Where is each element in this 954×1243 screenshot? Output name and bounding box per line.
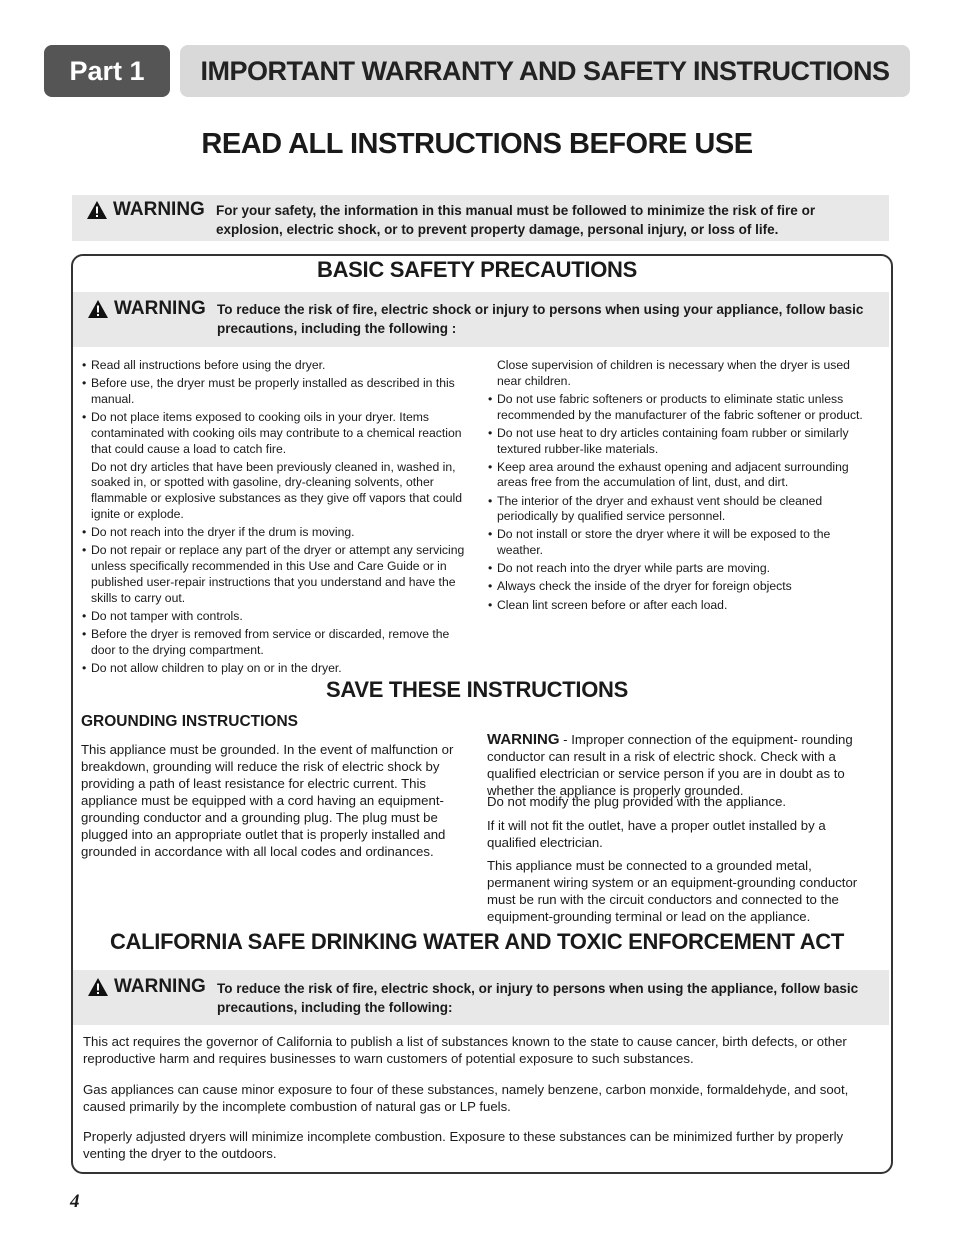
section-header: IMPORTANT WARRANTY AND SAFETY INSTRUCTIONS	[180, 45, 910, 97]
plug-note: Do not modify the plug provided with the appliance.	[487, 794, 787, 809]
grounding-warning-label: WARNING	[487, 731, 560, 748]
warning-triangle-icon	[87, 977, 109, 997]
connection-note: This appliance must be connected to a grounded metal, permanent wiring system or an equipment-grounding conductor must be run with the circuit conductors and connected to the equipment-grounding terminal or lead on the appliance.	[487, 858, 858, 924]
basic-warning-text	[217, 300, 869, 338]
basic-warning-line: precautions, including the following :	[217, 321, 457, 336]
save-instructions-title: SAVE THESE INSTRUCTIONS	[326, 677, 628, 702]
california-warning-line: precautions, including the following:	[217, 1000, 453, 1015]
list-item: • Do not tamper with controls.	[82, 609, 470, 625]
warning-word: WARNING	[113, 199, 205, 220]
top-warning-line: explosion, electric shock, or to prevent property damage, personal injury, or loss of life.	[216, 222, 779, 237]
part-tab: Part 1	[44, 45, 170, 97]
list-item: • The interior of the dryer and exhaust vent should be cleaned periodically by qualified service personnel.	[488, 494, 872, 526]
page-title: READ ALL INSTRUCTIONS BEFORE USE	[201, 128, 753, 160]
top-warning-line: For your safety, the information in this manual must be followed to minimize the risk of fire or	[216, 203, 816, 218]
list-item: Close supervision of children is necessary when the dryer is used near children.	[497, 358, 850, 388]
warning-label	[87, 976, 206, 998]
top-warning-text	[216, 201, 869, 239]
basic-safety-title: BASIC SAFETY PRECAUTIONS	[317, 257, 637, 282]
list-item: • Do not use heat to dry articles containing foam rubber or similarly textured rubber-like materials.	[488, 426, 872, 458]
warning-word: WARNING	[114, 298, 206, 319]
california-paragraph: Gas appliances can cause minor exposure to four of these substances, namely benzene, carbon monxide, formaldehyde, and soot, caused primarily by the incomplete combustion of natural gas or LP fuels.	[83, 1082, 849, 1114]
list-item: • Do not use fabric softeners or products to eliminate static unless recommended by the manufacturer of the fabric softener or product.	[488, 392, 872, 424]
california-warning-band	[73, 970, 889, 1025]
warning-word: WARNING	[114, 976, 206, 997]
warning-label	[87, 298, 206, 320]
list-item: Do not dry articles that have been previously cleaned in, washed in, soaked in, or spotted with gasoline, dry-cleaning solvents, other flammable or explosive substances as they give off vapors that could ignite or explode.	[91, 459, 463, 522]
warning-label	[86, 199, 205, 221]
warning-triangle-icon	[87, 299, 109, 319]
grounding-heading: GROUNDING INSTRUCTIONS	[81, 713, 298, 730]
california-warning-line: To reduce the risk of fire, electric shock, or injury to persons when using the appliance, follow basic	[217, 981, 859, 996]
list-item: • Do not place items exposed to cooking oils in your dryer. Items contaminated with cooking oils may contribute to a chemical reaction that could cause a load to catch fire.	[82, 410, 470, 457]
basic-warning-band	[73, 292, 889, 347]
outlet-note: If it will not fit the outlet, have a proper outlet installed by a qualified electrician.	[487, 818, 826, 850]
precautions-left-list	[82, 358, 470, 679]
warning-triangle-icon	[86, 200, 108, 220]
page-number: 4	[70, 1191, 80, 1212]
list-item: • Read all instructions before using the dryer.	[82, 358, 470, 374]
list-item: • Do not install or store the dryer where it will be exposed to the weather.	[488, 527, 872, 559]
basic-warning-line: To reduce the risk of fire, electric shock or injury to persons when using your appliance, follow basic	[217, 302, 864, 317]
list-item: • Do not reach into the dryer while parts are moving.	[488, 561, 872, 577]
list-item: • Do not allow children to play on or in the dryer.	[82, 661, 470, 677]
california-title: CALIFORNIA SAFE DRINKING WATER AND TOXIC ENFORCEMENT ACT	[109, 929, 845, 954]
grounding-warning-text: - Improper connection of the equipment- rounding conductor can result in a risk of electric shock. Check with a qualified electrician or service person if you are in doubt as to whether the appliance is properly grounded.	[487, 732, 853, 798]
top-warning-band	[72, 195, 889, 241]
list-item: • Always check the inside of the dryer for foreign objects	[488, 579, 872, 595]
list-item: • Do not reach into the dryer if the drum is moving.	[82, 525, 470, 541]
list-item: • Before the dryer is removed from service or discarded, remove the door to the drying compartment.	[82, 627, 470, 659]
list-item: • Keep area around the exhaust opening and adjacent surrounding areas free from the accumulation of lint, dust, and dirt.	[488, 460, 872, 492]
precautions-right-list	[488, 358, 872, 616]
grounding-text: This appliance must be grounded. In the event of malfunction or breakdown, grounding will reduce the risk of electric shock by providing a path of least resistance for electric current. This appliance must be equipped with a cord having an equipment-grounding conductor and a grounding plug. The plug must be plugged into an appropriate outlet that is properly installed and grounded in accordance with all local codes and ordinances.	[81, 742, 454, 859]
california-paragraph: Properly adjusted dryers will minimize incomplete combustion. Exposure to these substances can be minimized further by properly venting the dryer to the outdoors.	[83, 1129, 844, 1161]
california-paragraph: This act requires the governor of California to publish a list of substances known to the state to cause cancer, birth defects, or other reproductive harm and requires businesses to warn customers of potential exposure to such substances.	[83, 1034, 847, 1066]
list-item: • Do not repair or replace any part of the dryer or attempt any servicing unless specifically recommended in this Use and Care Guide or in published user-repair instructions that you understand and have the skills to carry out.	[82, 543, 470, 606]
list-item: • Clean lint screen before or after each load.	[488, 598, 872, 614]
grounding-warning	[487, 731, 872, 799]
list-item: • Before use, the dryer must be properly installed as described in this manual.	[82, 376, 470, 408]
california-warning-text	[217, 979, 869, 1017]
